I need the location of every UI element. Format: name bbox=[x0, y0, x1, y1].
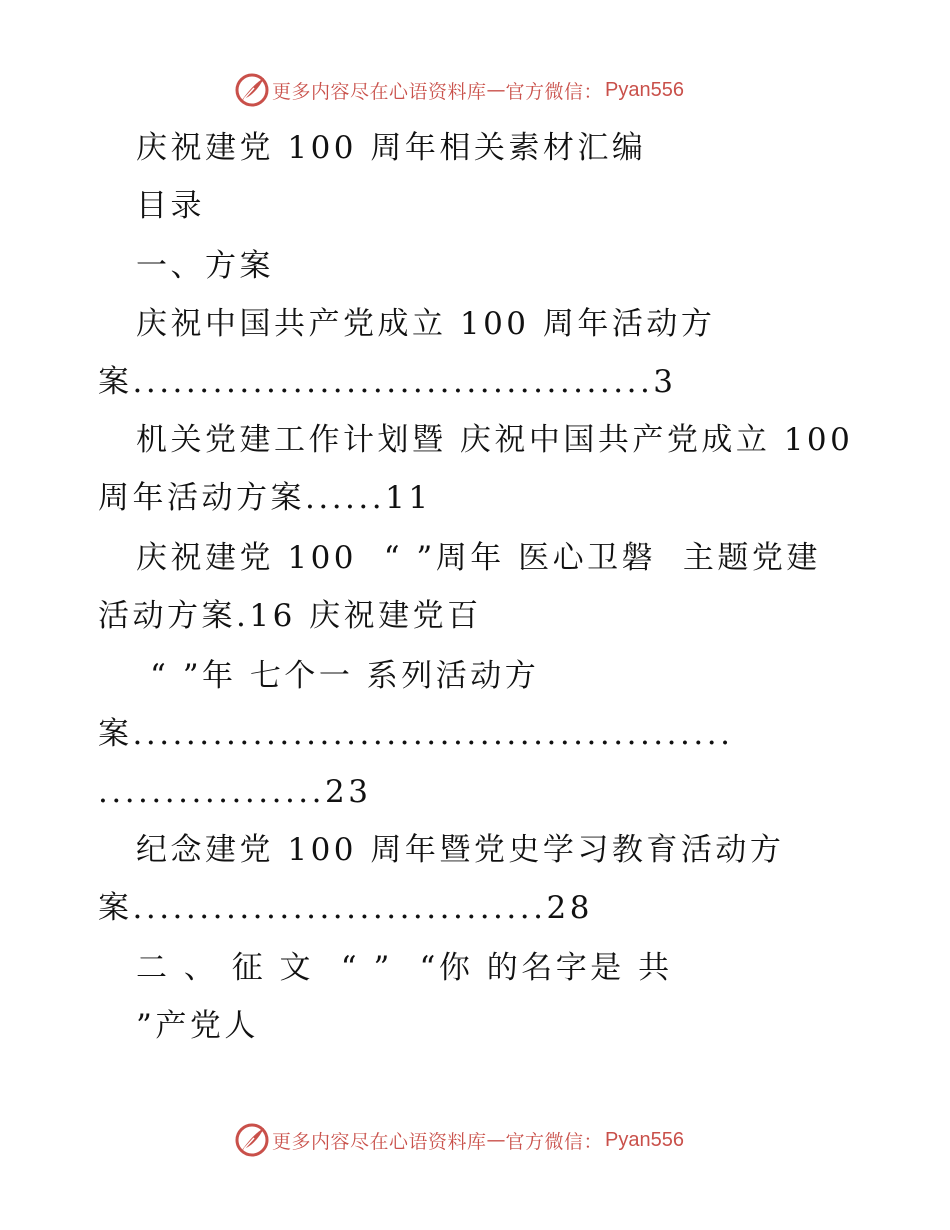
toc-entry-line: “ ”年 七个一 系列活动方 bbox=[150, 658, 540, 694]
banner-wechat-id: Pyan556 bbox=[605, 1128, 684, 1151]
banner-text: 更多内容尽在心语资料库 bbox=[272, 80, 487, 103]
toc-entry-line: 案............................................. bbox=[98, 716, 734, 752]
toc-entry-line: 纪念建党 100 周年暨党史学习教育活动方 bbox=[136, 832, 785, 868]
banner-wechat-label: 官方微信： bbox=[505, 80, 604, 103]
quill-logo-icon bbox=[234, 72, 270, 108]
header-watermark bbox=[234, 72, 684, 108]
quill-logo-icon bbox=[234, 1122, 270, 1158]
document-title: 庆祝建党 100 周年相关素材汇编 bbox=[136, 130, 647, 166]
banner-wechat-id: Pyan556 bbox=[605, 78, 684, 101]
toc-entry-line: 活动方案.16 庆祝建党百 bbox=[98, 598, 482, 634]
banner-separator: — bbox=[486, 1129, 506, 1151]
banner-separator: — bbox=[486, 79, 506, 101]
section-heading-essays-continued: ”产党人 bbox=[136, 1008, 259, 1044]
toc-entry-line: 案.......................................3 bbox=[98, 364, 677, 400]
section-heading-essays: 二 、 征 文 “ ” “你 的名字是 共 bbox=[136, 950, 673, 986]
section-heading-plans: 一、方案 bbox=[136, 248, 274, 284]
toc-entry-line: 机关党建工作计划暨 庆祝中国共产党成立 100 bbox=[136, 422, 854, 458]
toc-entry-line: 案...............................28 bbox=[98, 890, 593, 926]
toc-entry-line: 庆祝中国共产党成立 100 周年活动方 bbox=[136, 306, 716, 342]
banner-text: 更多内容尽在心语资料库 bbox=[272, 1130, 487, 1153]
toc-heading: 目录 bbox=[136, 188, 205, 224]
toc-entry-line: 庆祝建党 100 “ ”周年 医心卫磐 主题党建 bbox=[136, 540, 821, 576]
footer-watermark bbox=[234, 1122, 684, 1158]
banner-wechat-label: 官方微信： bbox=[505, 1130, 604, 1153]
toc-entry-line: .................23 bbox=[98, 774, 372, 810]
toc-entry-line: 周年活动方案......11 bbox=[98, 480, 432, 516]
